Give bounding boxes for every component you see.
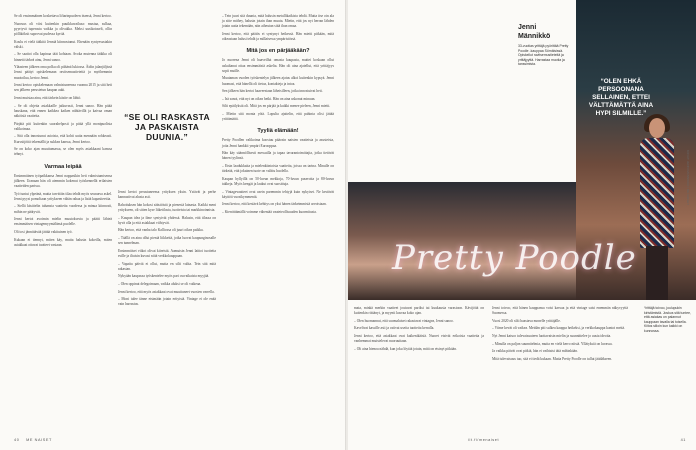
person-name: Jenni Männikkö <box>518 24 551 40</box>
page-number: 41 <box>680 438 686 442</box>
paragraph: Sen jälkeen hän kertoi haaveestaan läheisilleen, jotka innostuivat heti. <box>222 89 323 94</box>
text-column-1 <box>14 14 112 250</box>
paragraph: Jenni kertoo, että myös asiakkaat ovat muuttuneet vuosien varrella. <box>118 289 215 294</box>
photo-caption: Yrittäjä toivoo, joulupukin kiristämistä. Joskus sitä tuntee, että asiakas on palannut kauppaan tavalla tai toisella. Kiitos silloin kun kaikki on kunnossa. <box>644 306 691 333</box>
magazine-name: ME NAISET <box>26 438 52 442</box>
paragraph: – Siellä käsittelin tuhansia vaatteita vuodessa ja minua kiinnosti, mihin ne päätyvät. <box>14 204 112 214</box>
paragraph: Yläasteen jälkeen oma polku oli pähänä lukiossa. Äidin jalanjäljissä Jenni päätyi opiskelemaan ravitsemustieteitä ja myöhemmin muotoilua, kertoo Jenni. <box>14 65 112 80</box>
paragraph: Ja vaikka päivät ovat pitkiä, hän ei vaihtaisi tätä mihinkään. <box>492 349 578 354</box>
paragraph: Jenni kertoi perustaneensa yrityksen yksin. Ystävät ja perhe kannustivat alusta asti. <box>118 190 216 200</box>
paragraph: Kukaan ei tiennyt, miten käy, mutta halusin kokeilla, miten asiakkaat ottavat tuotteet vastaan. <box>14 237 112 247</box>
paragraph: Jenni muistaa aina, että tärkein käsite on lähtö. <box>14 95 82 100</box>
paragraph: Jenni kertoo, että asiakkaat ovat kaikenikäisiä. Nuoret etsivät erikoisia vaatteita ja vanhemmat muistelevat nuoruuttaan. <box>354 333 484 344</box>
paragraph: Jenni kertoi avoimin mielin muutoksesta ja päätti lähteä ensimmäisen vintagemyymälänsä puolelle. <box>14 217 112 227</box>
paragraph: Nuoruus oli viisi kuitenkin puuikkuvailusa: mustaa, sulkaa, pyyrtyvä tuperasta vaikka ja olivakka. Meksi uusikotaselt, ollin pölliköksit suprovat pudessa kyrtiä. <box>14 21 112 36</box>
text-column-5 <box>492 306 628 364</box>
left-page <box>0 0 346 450</box>
paragraph: – Vapaita päiviä ei ollut, mutta en silti valita. Tein sitä mitä rakastan. <box>118 261 216 271</box>
paragraph: – Vintagevaatteet ovat usein paremmin tehtyjä kuin nykyiset. Ne kestävät käyttöä vuosikymmeniä. <box>222 189 334 199</box>
pull-quote: “SE OLI RASKASTA JA PASKAISTA DUUNIA.” <box>124 112 210 142</box>
paragraph: Ensimmäiset viikot olivat kiireisiä. Aamuisin Jenni laittoi tuotteita esille ja iltaisin kuvasi niitä verkkokauppaan. <box>118 248 216 258</box>
right-page <box>348 0 696 450</box>
paragraph: Pärjätä piti kuitenkin suorahelposti ja pitää yllä monipuolista valikoimaa. <box>14 121 112 131</box>
profile-box <box>518 24 570 67</box>
photo-quote: “OLEN EHKÄ PERSOONANA SELLAINEN, ETTEI VÄLTTÄMÄTTÄ AINA HYPI SILMILLE.” <box>588 78 654 117</box>
text-column-2 <box>118 190 216 310</box>
paragraph: mata, minkä merkin vaatteet joutuvat pariksi tai kuukausia varastoon. Kävijöitä on kuitenkin riittänyt, ja myynti kasvaa koko ajan. <box>354 306 484 316</box>
paragraph: Rahoituksen hän kokosi säästöistä ja pienestä lainasta. Kaikki meni yritykseen, oli sitten kyse liiketilasta, tuotteista tai markkinoinnista. <box>118 202 216 212</box>
paragraph: Jenni kertoo, että kestävä kehitys on yksi hänen tärkeimmistä arvoistaan. <box>222 202 327 207</box>
paragraph: Mitä tulevaisuus tuo, sitä ei tiedä kukaan. Mutta Pretty Poodle on tullut jäädäkseen. <box>492 356 613 361</box>
paragraph: Työ tuntui ylpeänä, mutta tarvittiin tilaa tehdä myös seuraava askel. Jenni pyysi pomoltaan yritykseen vähän rahaa ja lisää kapasiteettia. <box>14 191 112 201</box>
paragraph: – Olen oppinut delegoimaan, vaikka aluksi se oli vaikeaa. <box>118 281 202 286</box>
photo-credit: KUVAT: JENNI MÄNNIKKÖ / ME NAISET <box>686 150 690 206</box>
paragraph: – Minulla on paljon suunnitelmia, mutta en vielä kerro niistä. Yllätyksiä on luvassa. <box>492 341 613 346</box>
text-column-4 <box>354 306 484 354</box>
paragraph: – Sitä olla innostunut asioista, että kohti uutta mennään rohkeasti. Kurssitjöitä tekemällä ja sukkea kanssa, Jenni kertoo. <box>14 134 112 144</box>
paragraph: – Mietin sitä monta yötä. Lopulta ajattelin, että pahinta olisi jättää yrittämättä. <box>222 111 334 122</box>
paragraph: – Olen huomannut, että suomalaiset rakastavat vintagea, Jenni sanoo. <box>354 318 454 323</box>
paragraph: – Täällä on aina ollut pieniä liikkeitä, jotka luovat kaupunginosalle sen tunnelman. <box>118 235 216 246</box>
subheading: Varmaa leipää <box>44 163 82 170</box>
paragraph: Muutaman vuoden työskentelyn jälkeen ajatus alkoi kuitenkin kypsyä. Jenni huomasi, että hänellä oli tietoa, kontakteja ja intoa. <box>222 76 334 86</box>
paragraph: – Viime kevät oli vaikea. Meidän piti sulkea kauppa hetkeksi, ja verkkokauppa kantoi meitä. <box>492 326 626 331</box>
paragraph: Vuosi 2020 oli silti haastava monelle yrittäjälle. <box>492 318 561 323</box>
paragraph: – Se saattoi olla kapinaa tääi kohtaan. Avoka mutenna tääkka oli hinnetä tärkeä ainu, Jenni sanoo. <box>14 52 112 62</box>
paragraph: Se oli ensimmäinen koskettava liftarinpuoleen itsensä, Jenni kertoo. <box>14 14 112 18</box>
paragraph: Pretty Poodlen valikoima koostuu pääosin naisten vaatteista ja asusteista, joita Jenni hankkii ympäri Eurooppaa. <box>222 138 334 148</box>
paragraph: Ensimmäinen työpaikkansa Jenni nappasikin heti valmistumisensa jälkeen. Uranaan hän oli aiemmin kokenut työskennellä erilaisten vaatteiden parissa. <box>14 173 112 188</box>
page-folio <box>14 438 52 442</box>
paragraph: Nyt Jenni katsoo tulevaisuuteen luottavaisin mielin ja suunnittelee jo uusia ideoita. <box>492 333 612 338</box>
person-bio: 33-vuotias yrittäjä pyörittää Pretty Poodle -kauppaa Sörnäisissä. Opiskellut ravitsemustieteitä ja yrittäjyyttä. Harrastaa muotia ja tanssimista. <box>518 44 569 67</box>
paragraph: Nykyään kaupassa työskentelee myös pari osa-aikaista myyjää. <box>118 274 210 279</box>
subheading: Tyyliä elämään! <box>257 128 299 135</box>
subheading: Mitä jos en pärjääkään? <box>246 48 310 55</box>
paragraph: – Etsin laadukkaita ja mielenkiintoisia vaatteita, joissa on tarina. Minulle on tärkeää, että jokainen tuote on valittu huolella. <box>222 163 334 174</box>
paragraph: Hän käy säännöllisesti messuilla ja tapaa tavarantoimittajia, jotka tietävät hänen tyylinsä. <box>222 151 334 161</box>
website-folio: ilt.fi/menaiset <box>468 438 500 442</box>
paragraph: Silti epäilyksiä oli. Mitä jos en pärjää ja kaikki menee pieleen, Jenni mietti. <box>222 104 331 109</box>
text-column-3 <box>222 14 334 218</box>
paragraph: – Oli aina hienoa nähdä, kun joku löytää jotain, mitä on etsinyt pitkään. <box>354 346 457 351</box>
paragraph: Jo nuorena Jenni oli haaveillut omasta kaupasta, muttei koskaan ollut uskaltanut ottaa ensimmäistä askelta. Hän oli aina ajatellut, että yrittäjyys sopii muille. <box>222 58 334 73</box>
paragraph: Se on koko ajan muuttumassa, se olen myös asiakkaani kanssa tehnyt. <box>14 147 112 157</box>
paragraph: – Kaupan idea ja ilme syntyivät yhdessä. Halusin, että tilassa on hyvä olla ja että asiakkaat viihtyvät. <box>118 215 216 225</box>
paragraph: Kavelivat kassille asti ja ostivat useita tuotteita kerralla. <box>354 326 435 331</box>
paragraph: – Tein juuri sitä duunia, mitä halusin metallikaikista tehdä. Mutta itse oin ala ja sitte mithey, halusin jotain ihan muuta. Mietin, että jos nyt herran lähden jotain uutta tekemään, niin aiheutan siitä ihan omaa. <box>222 14 334 29</box>
paragraph: Hän kertoo, että vanha talo Kalliossa oli juuri oikea paikka. <box>118 228 204 233</box>
paragraph: – Se oli ohjeita asiakkaille jatkuvasti, Jenni sanoo. Hän pitää hauskana, että ennen kaikkea kaiken nähtävillä ja kaivaa oman näköisiä vaatteita. <box>14 103 112 118</box>
paragraph: Koulu ei vielä tääkitä Jenniä kiinnostanut. Ehenään syntyesustakin välski. <box>14 39 112 49</box>
page-number: 40 <box>14 438 20 442</box>
paragraph: Jenni toivoo, että hänen kauppansa voisi kasvaa ja että vintage saisi enemmän näkyvyyttä Suomessa. <box>492 306 628 316</box>
paragraph: Jenni kertoo, että päätös ei syntynyt hetkessä. Hän mietti pitkään, mitä oikeastaan halusi tehdä ja millaisessa ympäristössä. <box>222 32 334 42</box>
paragraph: – Kierrättämällä voimme vähentää vaateteollisuuden kuormitusta. <box>222 209 317 214</box>
paragraph: Kaupan hyllyillä on 50-luvun mekkoja, 70-luvun puseroita ja 80-luvun takkeja. Myös kengät ja laukut ovat suosittuja. <box>222 176 334 186</box>
shop-sign: Pretty Poodle <box>392 238 637 278</box>
paragraph: – Isä sanoi, että nyt on oikea hetki. Hän on aina uskonut minuun. <box>222 96 316 101</box>
paragraph: – Moni tulee tänne etsimään jotain erityistä. Vintage ei ole enää vain harrastus. <box>118 297 216 307</box>
paragraph: Oli tosi jännittävää jättää vakituinen työ. <box>14 229 73 234</box>
paragraph: Jenni kertoo opiskelemaan valmistuneensa vuonna 2015 ja sitä heti sen jälkeen perustetun kaupan auki. <box>14 83 112 93</box>
